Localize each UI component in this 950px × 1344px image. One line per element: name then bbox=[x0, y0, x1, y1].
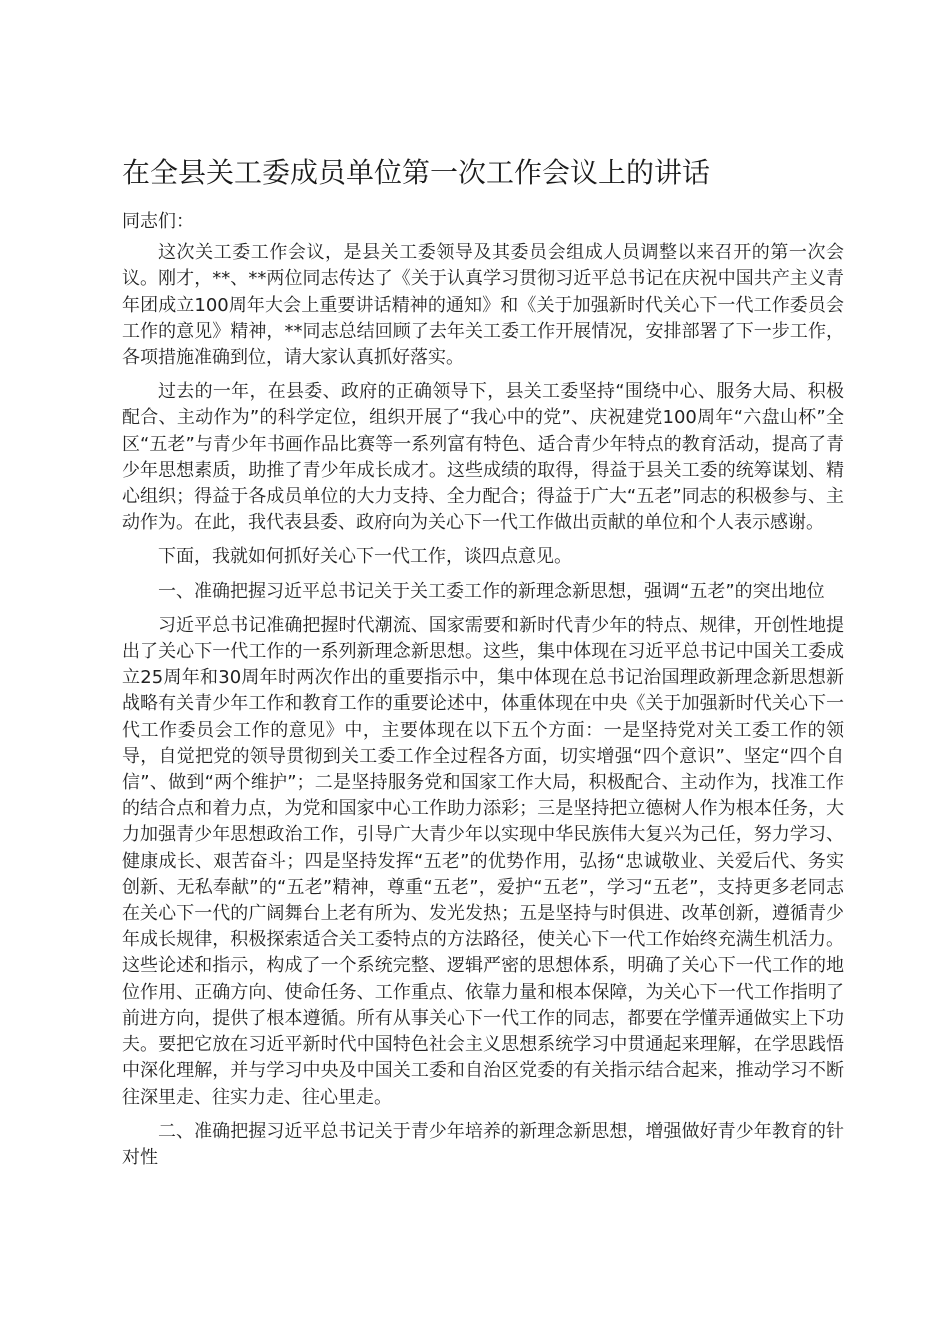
paragraph-opening: 这次关工委工作会议，是县关工委领导及其委员会组成人员调整以来召开的第一次会议。刚才，**、**两位同志传达了《关于认真学习贯彻习近平总书记在庆祝中国共产主义青年团成立100周年大会上重要讲话精神的通知》和《关于加强新时代关心下一代工作委员会工作的意见》精神，**同志总结回顾了去年关工委工作开展情况，安排部署了下一步工作，各项措施准确到位，请大家认真抓好落实。 bbox=[122, 242, 844, 369]
section-heading-2: 二、准确把握习近平总书记关于青少年培养的新理念新思想，增强做好青少年教育的针对性 bbox=[122, 1120, 844, 1168]
paragraph-transition: 下面，我就如何抓好关心下一代工作，谈四点意见。 bbox=[158, 546, 572, 568]
document-body bbox=[122, 209, 844, 1179]
document-title: 在全县关工委成员单位第一次工作会议上的讲话 bbox=[122, 156, 711, 189]
salutation: 同志们： bbox=[122, 211, 194, 232]
paragraph-review: 过去的一年，在县委、政府的正确领导下，县关工委坚持“围绕中心、服务大局、积极配合、主动作为”的科学定位，组织开展了“我心中的党”、庆祝建党100周年“六盘山杯”全区“五老”与青少年书画作品比赛等一系列富有特色、适合青少年特点的教育活动，提高了青少年思想素质，助推了青少年成长成才。这些成绩的取得，得益于县关工委的统筹谋划、精心组织；得益于各成员单位的大力支持、全力配合；得益于广大“五老”同志的积极参与、主动作为。在此，我代表县委、政府向为关心下一代工作做出贡献的单位和个人表示感谢。 bbox=[122, 381, 844, 534]
paragraph-section-1: 习近平总书记准确把握时代潮流、国家需要和新时代青少年的特点、规律，开创性地提出了关心下一代工作的一系列新理念新思想。这些，集中体现在习近平总书记中国关工委成立25周年和30周年时两次作出的重要指示中，集中体现在总书记治国理政新理念新思想新战略有关青少年工作和教育工作的重要论述中，体重体现在中央《关于加强新时代关心下一代工作委员会工作的意见》中，主要体现在以下五个方面：一是坚持党对关工委工作的领导，自觉把党的领导贯彻到关工委工作全过程各方面，切实增强“四个意识”、坚定“四个自信”、做到“两个维护”；二是坚持服务党和国家工作大局，积极配合、主动作为，找准工作的结合点和着力点，为党和国家中心工作助力添彩；三是坚持把立德树人作为根本任务，大力加强青少年思想政治工作，引导广大青少年以实现中华民族伟大复兴为己任，努力学习、健康成长、艰苦奋斗；四是坚持发挥“五老”的优势作用，弘扬“忠诚敬业、关爱后代、务实创新、无私奉献”的“五老”精神，尊重“五老”，爱护“五老”，学习“五老”，支持更多老同志在关心下一代的广阔舞台上老有所为、发光发热；五是坚持与时俱进、改革创新，遵循青少年成长规律，积极探索适合关工委特点的方法路径，使关心下一代工作始终充满生机活力。这些论述和指示，构成了一个系统完整、逻辑严密的思想体系，明确了关心下一代工作的地位作用、正确方向、使命任务、工作重点、依靠力量和根本保障，为关心下一代工作指明了前进方向，提供了根本遵循。所有从事关心下一代工作的同志，都要在学懂弄通做实上下功夫。要把它放在习近平新时代中国特色社会主义思想系统学习中贯通起来理解，在学思践悟中深化理解，并与学习中央及中国关工委和自治区党委的有关指示结合起来，推动学习不断往深里走、往实力走、往心里走。 bbox=[122, 614, 844, 1108]
section-heading-1: 一、准确把握习近平总书记关于关工委工作的新理念新思想，强调“五老”的突出地位 bbox=[158, 580, 825, 602]
